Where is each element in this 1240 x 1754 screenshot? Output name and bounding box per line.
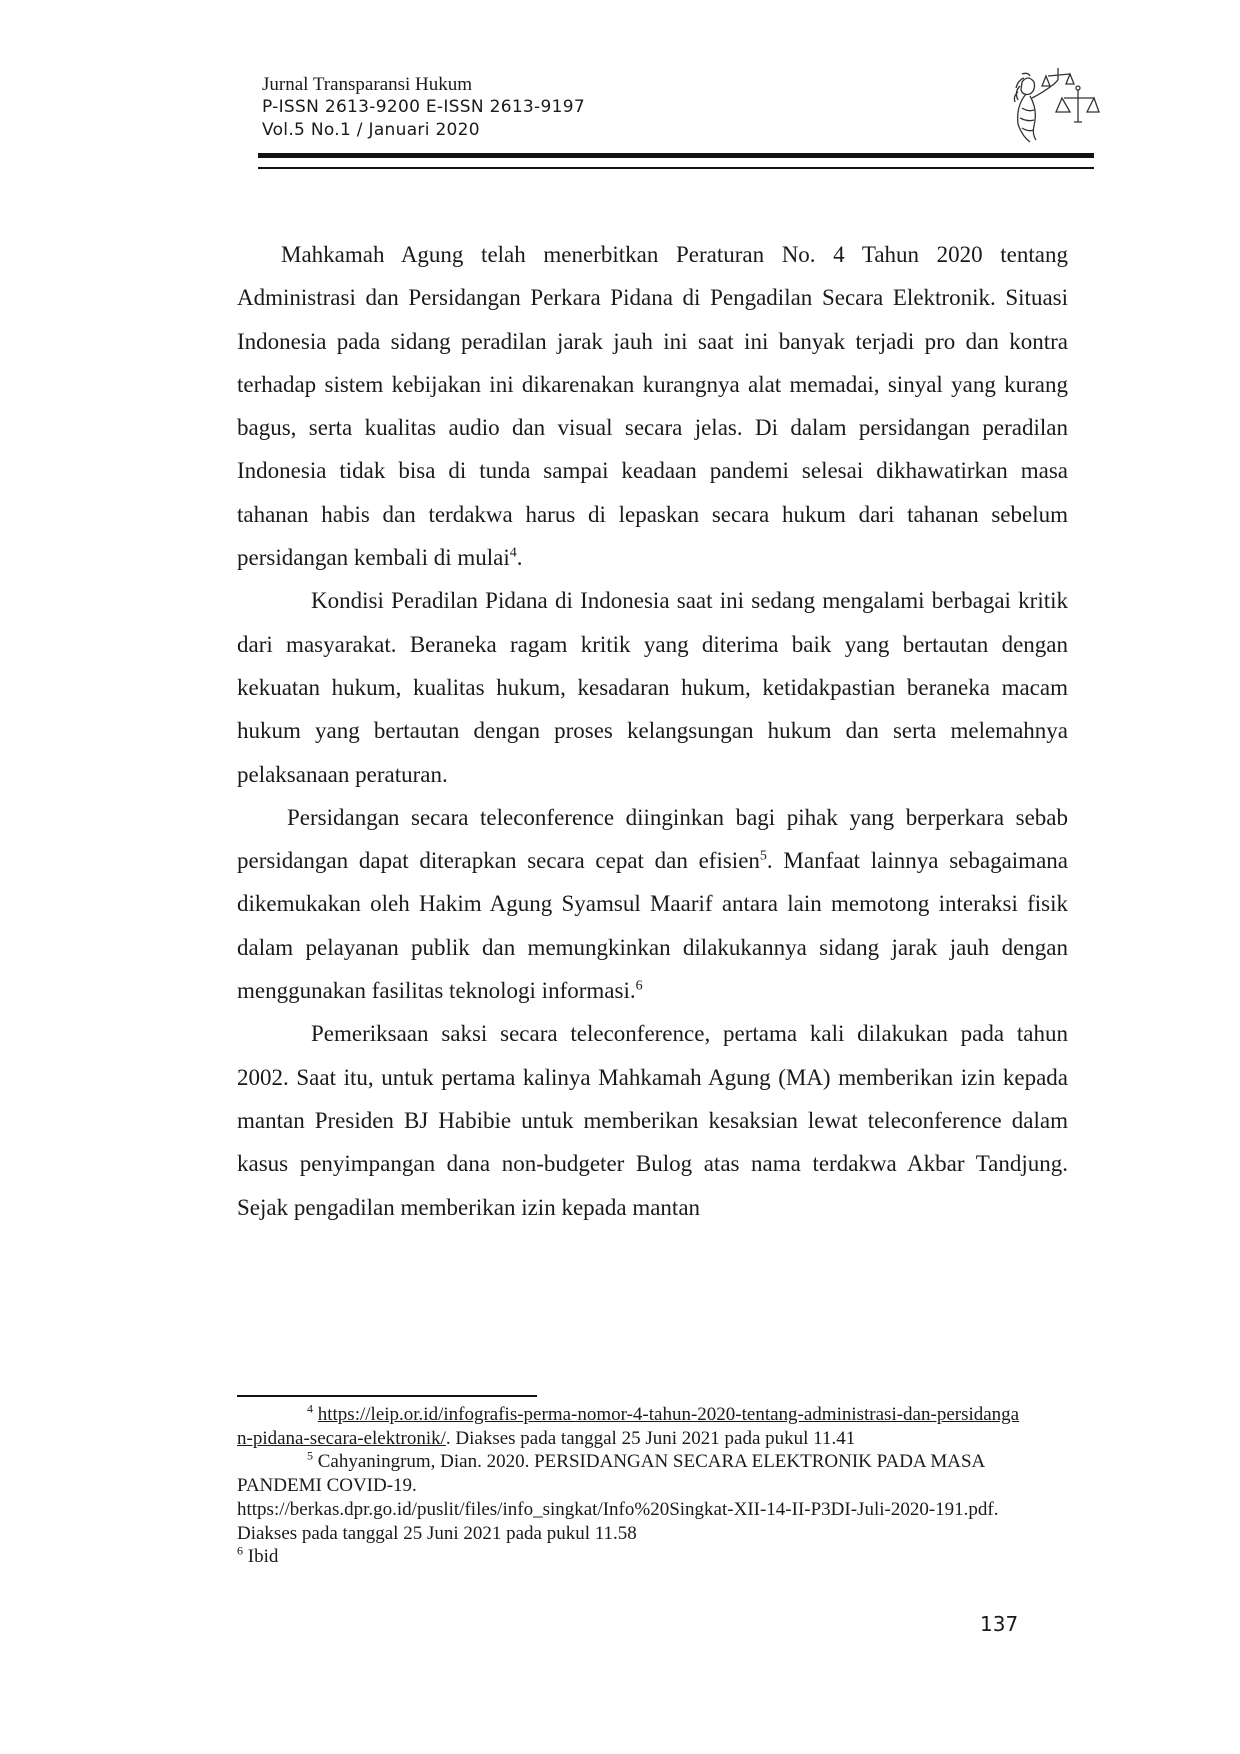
- footnote-ref-4: 4: [509, 545, 517, 561]
- paragraph-1-text: Mahkamah Agung telah menerbitkan Peraturan No. 4 Tahun 2020 tentang Administrasi dan Persidangan Perkara Pidana di Pengadilan Secara Elektronik. Situasi Indonesia pada sidang peradilan jarak jauh ini saat ini banyak terjadi pro dan kontra terhadap sistem kebijakan ini dikarenakan kurangnya alat memadai, sinyal yang kurang bagus, serta kualitas audio dan visual secara jelas. Di dalam persidangan peradilan Indonesia tidak bisa di tunda sampai keadaan pandemi selesai dikhawatirkan masa tahanan habis dan terdakwa harus di lepaskan secara hukum dari tahanan sebelum persidangan kembali di mulai: [237, 242, 1068, 571]
- footnote-separator: [237, 1395, 537, 1397]
- footnote-ref-5: 5: [759, 848, 767, 864]
- footnote-6-number: 6: [237, 1543, 243, 1558]
- footnote-ref-6: 6: [635, 978, 643, 994]
- header-rule-thick: [258, 153, 1094, 158]
- footnote-5-url[interactable]: https://berkas.dpr.go.id/puslit/files/info_singkat/Info%20Singkat-XII-14-II-P3DI-Juli-2020-191.pdf: [237, 1498, 994, 1520]
- page-number: 137: [980, 1612, 1019, 1636]
- paragraph-1: [237, 233, 1068, 579]
- footnotes: [237, 1403, 1023, 1569]
- footnote-6: [237, 1545, 1023, 1569]
- footnote-4-text: . Diakses pada tanggal 25 Juni 2021 pada pukul 11.41: [445, 1427, 856, 1449]
- footnote-4-number: 4: [307, 1401, 313, 1416]
- journal-header: [262, 74, 585, 142]
- footnote-5-text: Cahyaningrum, Dian. 2020. PERSIDANGAN SECARA ELEKTRONIK PADA MASA PANDEMI COVID-19.: [237, 1451, 985, 1497]
- article-body: [237, 233, 1068, 1229]
- paragraph-1-tail: .: [516, 545, 523, 571]
- paragraph-3-text-after: . Manfaat lainnya sebagaimana dikemukakan oleh Hakim Agung Syamsul Maarif antara lain memotong interaksi fisik dalam pelayanan publik dan memungkinkan dilakukannya sidang jarak jauh dengan menggunakan fasilitas teknologi informasi.: [237, 848, 1068, 1004]
- journal-volume: Vol.5 No.1 / Januari 2020: [262, 120, 480, 140]
- footnote-5-number: 5: [307, 1449, 313, 1464]
- paragraph-2: Kondisi Peradilan Pidana di Indonesia saat ini sedang mengalami berbagai kritik dari masyarakat. Beraneka ragam kritik yang diterima baik yang bertautan dengan kekuatan hukum, kualitas hukum, kesadaran hukum, ketidakpastian beraneka macam hukum yang bertautan dengan proses kelangsungan hukum dan serta melemahnya pelaksanaan peraturan.: [237, 588, 1068, 787]
- footnote-4: [237, 1403, 1023, 1450]
- footnote-4-link[interactable]: https://leip.or.id/infografis-perma-nomor-4-tahun-2020-tentang-administrasi-dan-persidangan-pidana-secara-elektronik/: [237, 1404, 1020, 1449]
- footnote-5: [237, 1450, 1023, 1545]
- lady-justice-scales-icon: [1000, 64, 1100, 146]
- journal-name: Jurnal Transparansi Hukum: [262, 74, 473, 95]
- header-rule-thin: [258, 167, 1094, 169]
- paragraph-4: Pemeriksaan saksi secara teleconference, pertama kali dilakukan pada tahun 2002. Saat itu, untuk pertama kalinya Mahkamah Agung (MA) memberikan izin kepada mantan Presiden BJ Habibie untuk memberikan kesaksian lewat teleconference dalam kasus penyimpangan dana non-budgeter Bulog atas nama terdakwa Akbar Tandjung. Sejak pengadilan memberikan izin kepada mantan: [237, 1021, 1068, 1220]
- paragraph-3: [237, 796, 1068, 1012]
- journal-issn: P-ISSN 2613-9200 E-ISSN 2613-9197: [262, 97, 585, 117]
- paragraph-3-text-before: Persidangan secara teleconference diinginkan bagi pihak yang berperkara sebab persidangan dapat diterapkan secara cepat dan efisien: [237, 804, 1068, 874]
- footnote-5-tail: . Diakses pada tanggal 25 Juni 2021 pada pukul 11.58: [237, 1498, 999, 1544]
- footnote-6-text: Ibid: [247, 1546, 279, 1568]
